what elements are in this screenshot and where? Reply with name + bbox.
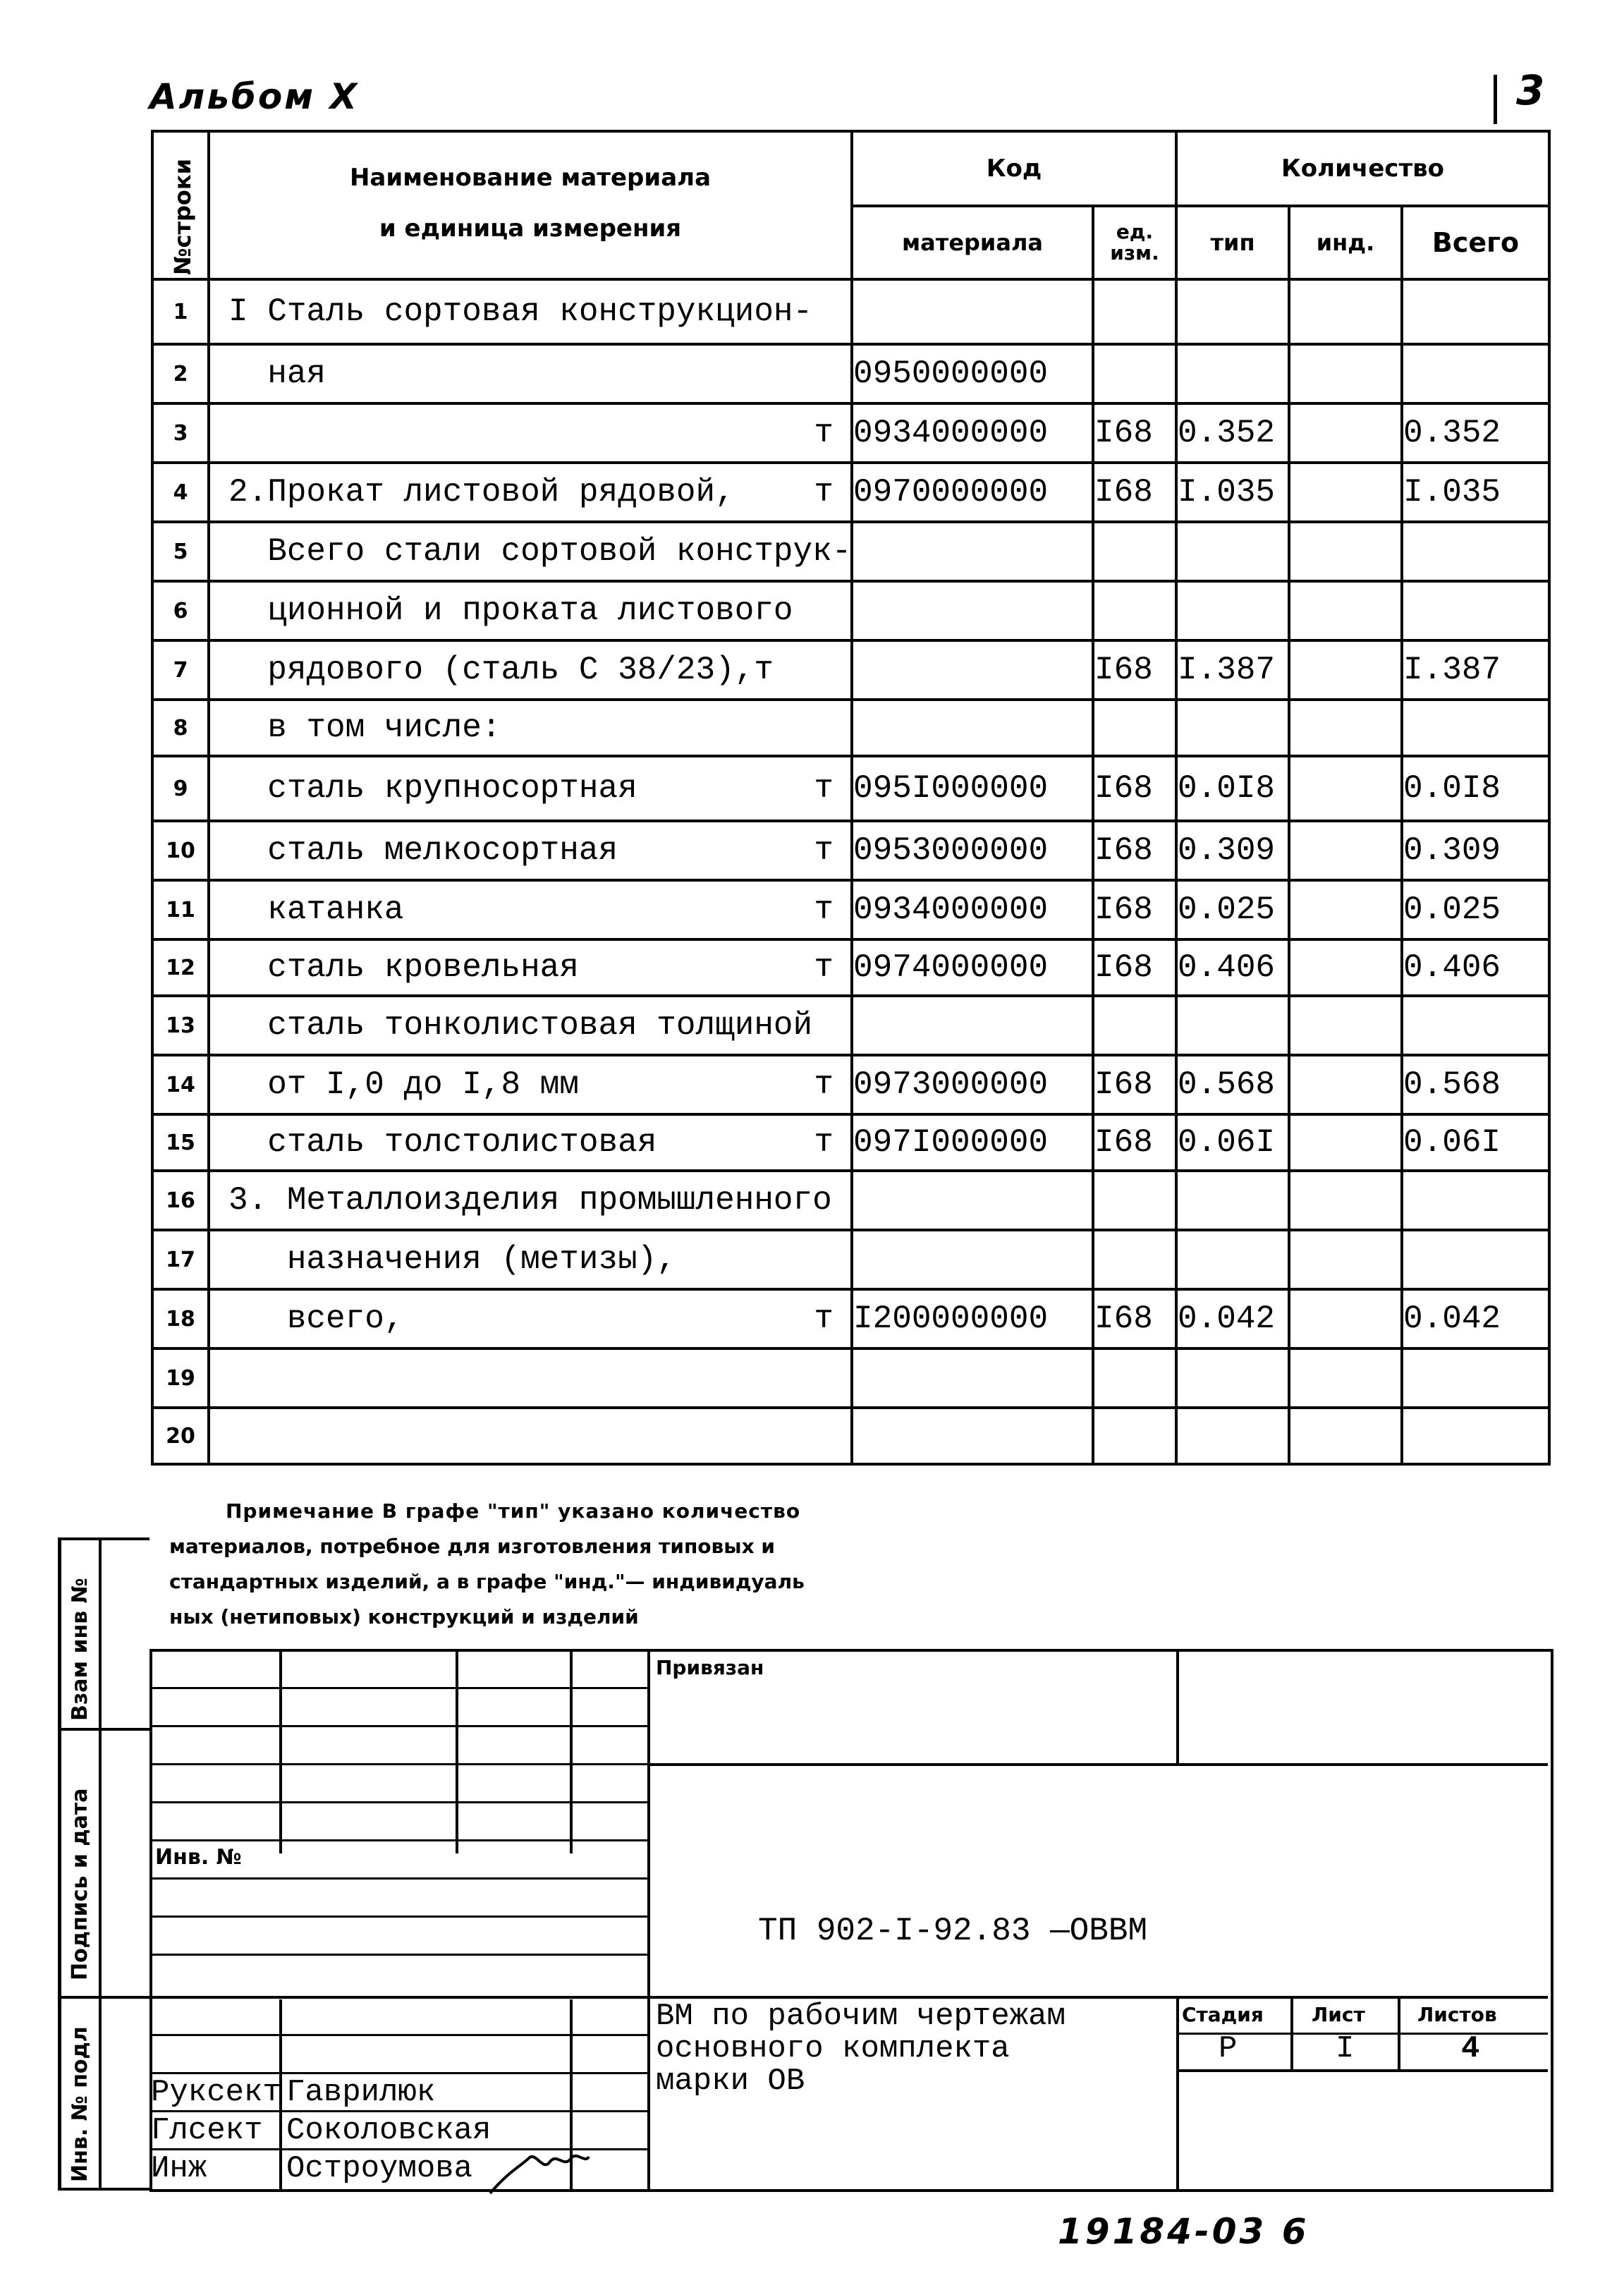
sheet-label: Лист — [1312, 2003, 1365, 2026]
row-name-text: сталь тонколистовая толщиной — [228, 1007, 813, 1044]
row-qty-ind — [1289, 581, 1402, 640]
row-qty-type: I.387 — [1176, 640, 1289, 700]
row-qty-total — [1402, 1408, 1549, 1464]
row-qty-total — [1402, 1171, 1549, 1230]
row-qty-type — [1176, 344, 1289, 403]
row-name-text: сталь крупносортная — [228, 770, 637, 807]
table-row — [152, 1171, 1549, 1230]
row-material-code: 095I000000 — [852, 756, 1093, 821]
table-row — [152, 344, 1549, 403]
row-qty-ind — [1289, 939, 1402, 996]
table-body — [152, 279, 1549, 1464]
row-number: 11 — [152, 880, 209, 939]
row-qty-ind — [1289, 700, 1402, 756]
row-qty-type — [1176, 1408, 1289, 1464]
row-name — [209, 463, 852, 522]
row-qty-type: 0.309 — [1176, 821, 1289, 880]
row-name-text: Всего стали сортовой конструк- — [228, 533, 852, 570]
row-name-text: I Сталь сортовая конструкцион- — [228, 293, 813, 330]
row-unit-code — [1093, 522, 1176, 581]
row-unit-code: I68 — [1093, 821, 1176, 880]
row-qty-ind — [1289, 279, 1402, 344]
row-material-code: I200000000 — [852, 1289, 1093, 1348]
row-qty-ind — [1289, 821, 1402, 880]
row-qty-total — [1402, 996, 1549, 1055]
table-row — [152, 1230, 1549, 1289]
note — [169, 1494, 1298, 1635]
row-number: 3 — [152, 403, 209, 463]
row-unit-code: I68 — [1093, 1055, 1176, 1114]
row-qty-type: 0.568 — [1176, 1055, 1289, 1114]
row-number: 16 — [152, 1171, 209, 1230]
row-qty-ind — [1289, 1114, 1402, 1171]
row-name-text: сталь мелкосортная — [228, 832, 618, 869]
header-qty-group: Количество — [1176, 131, 1549, 206]
signer-name-3: Остроумова — [286, 2151, 473, 2186]
row-material-code — [852, 1348, 1093, 1408]
row-qty-total: 0.025 — [1402, 880, 1549, 939]
row-name — [209, 700, 852, 756]
note-line-2: материалов, потребное для изготовления типовых и — [169, 1535, 775, 1558]
row-number: 2 — [152, 344, 209, 403]
row-number: 4 — [152, 463, 209, 522]
header-qty-total: Всего — [1402, 206, 1549, 279]
table-row — [152, 640, 1549, 700]
table-row — [152, 1289, 1549, 1348]
row-unit: т — [814, 891, 834, 928]
page-number-bar — [1494, 75, 1497, 124]
row-name — [209, 1171, 852, 1230]
table-row — [152, 1408, 1549, 1464]
side-label-vzam: Взам инв № — [68, 1578, 92, 1721]
row-number: 20 — [152, 1408, 209, 1464]
row-name-text — [210, 415, 228, 451]
table-row — [152, 700, 1549, 756]
row-unit-code — [1093, 581, 1176, 640]
note-line-1: Примечание В графе "тип" указано количество — [226, 1499, 801, 1523]
row-material-code — [852, 1408, 1093, 1464]
header-qty-ind: инд. — [1289, 206, 1402, 279]
row-qty-total: 0.352 — [1402, 403, 1549, 463]
row-name — [209, 640, 852, 700]
row-material-code: 0934000000 — [852, 880, 1093, 939]
row-material-code: 0973000000 — [852, 1055, 1093, 1114]
row-qty-ind — [1289, 640, 1402, 700]
row-name — [209, 403, 852, 463]
row-number: 18 — [152, 1289, 209, 1348]
row-name — [209, 1289, 852, 1348]
row-name — [209, 581, 852, 640]
row-number: 12 — [152, 939, 209, 996]
row-material-code: 0970000000 — [852, 463, 1093, 522]
row-qty-ind — [1289, 756, 1402, 821]
row-name — [209, 756, 852, 821]
row-name — [209, 344, 852, 403]
row-material-code — [852, 700, 1093, 756]
document-title: ВМ по рабочим чертежам основного комплекта марки ОВ — [656, 1999, 1066, 2099]
row-number: 10 — [152, 821, 209, 880]
stage-value: Р — [1219, 2031, 1238, 2066]
row-name-text: сталь кровельная — [228, 949, 579, 986]
row-name-text: катанка — [228, 891, 404, 928]
row-material-code — [852, 1230, 1093, 1289]
materials-table — [151, 130, 1551, 1466]
row-unit-code: I68 — [1093, 403, 1176, 463]
row-name-text: ционной и проката листового — [228, 592, 793, 629]
row-qty-total — [1402, 581, 1549, 640]
stage-label: Стадия — [1182, 2003, 1264, 2026]
table-row — [152, 1114, 1549, 1171]
row-unit-code — [1093, 1408, 1176, 1464]
side-strip-left-border — [58, 1537, 61, 2190]
row-name — [209, 1348, 852, 1408]
table-row — [152, 279, 1549, 344]
row-qty-total — [1402, 279, 1549, 344]
row-qty-total: 0.568 — [1402, 1055, 1549, 1114]
signer-role-3: Инж — [151, 2151, 207, 2186]
row-unit-code — [1093, 700, 1176, 756]
row-qty-type: 0.025 — [1176, 880, 1289, 939]
header-qty-type: тип — [1176, 206, 1289, 279]
row-material-code: 0934000000 — [852, 403, 1093, 463]
row-qty-total: I.387 — [1402, 640, 1549, 700]
sheets-value: 4 — [1461, 2031, 1480, 2066]
row-unit: т — [814, 1301, 834, 1337]
row-qty-ind — [1289, 880, 1402, 939]
row-unit: т — [814, 474, 834, 511]
footer-code: 19184-03 6 — [1058, 2211, 1309, 2252]
row-name — [209, 1408, 852, 1464]
row-name-text: 2.Прокат листовой рядовой, — [228, 474, 735, 511]
row-qty-ind — [1289, 403, 1402, 463]
row-name-text: от I,0 до I,8 мм — [228, 1066, 579, 1103]
row-unit-code: I68 — [1093, 463, 1176, 522]
row-name-text: рядового (сталь С 38/23),т — [228, 652, 774, 688]
row-qty-total — [1402, 522, 1549, 581]
header-row-no: №строки — [152, 131, 209, 279]
table-row — [152, 1055, 1549, 1114]
row-qty-total: 0.0I8 — [1402, 756, 1549, 821]
row-qty-ind — [1289, 344, 1402, 403]
row-unit-code: I68 — [1093, 1289, 1176, 1348]
row-qty-type — [1176, 700, 1289, 756]
table-row — [152, 996, 1549, 1055]
row-unit-code: I68 — [1093, 756, 1176, 821]
row-name-text: всего, — [228, 1301, 404, 1337]
side-label-inv-podl: Инв. № подл — [68, 2026, 92, 2182]
table-row — [152, 939, 1549, 996]
row-unit-code: I68 — [1093, 880, 1176, 939]
row-number: 1 — [152, 279, 209, 344]
table-row — [152, 522, 1549, 581]
table-row — [152, 581, 1549, 640]
row-unit-code — [1093, 279, 1176, 344]
table-row — [152, 821, 1549, 880]
row-qty-ind — [1289, 1230, 1402, 1289]
row-qty-ind — [1289, 463, 1402, 522]
row-qty-ind — [1289, 522, 1402, 581]
sheet-value: I — [1336, 2031, 1355, 2066]
row-qty-ind — [1289, 1289, 1402, 1348]
signer-name-1: Гаврилюк — [286, 2075, 436, 2110]
row-qty-type — [1176, 1171, 1289, 1230]
row-unit-code: I68 — [1093, 1114, 1176, 1171]
row-name-text: назначения (метизы), — [228, 1241, 676, 1278]
table-row — [152, 1348, 1549, 1408]
row-material-code — [852, 640, 1093, 700]
row-qty-type — [1176, 1348, 1289, 1408]
row-qty-total — [1402, 1230, 1549, 1289]
row-qty-ind — [1289, 1348, 1402, 1408]
row-number: 8 — [152, 700, 209, 756]
row-qty-type: I.035 — [1176, 463, 1289, 522]
row-qty-type — [1176, 996, 1289, 1055]
row-number: 15 — [152, 1114, 209, 1171]
row-unit-code — [1093, 344, 1176, 403]
row-material-code — [852, 1171, 1093, 1230]
row-qty-total: 0.042 — [1402, 1289, 1549, 1348]
row-unit: т — [814, 949, 834, 986]
row-name — [209, 821, 852, 880]
row-qty-total: I.035 — [1402, 463, 1549, 522]
row-name — [209, 522, 852, 581]
row-material-code — [852, 279, 1093, 344]
row-qty-total: 0.06I — [1402, 1114, 1549, 1171]
row-qty-total — [1402, 700, 1549, 756]
row-qty-type: 0.042 — [1176, 1289, 1289, 1348]
row-material-code: 0953000000 — [852, 821, 1093, 880]
row-name — [209, 1055, 852, 1114]
row-number: 13 — [152, 996, 209, 1055]
row-material-code: 097I000000 — [852, 1114, 1093, 1171]
inv-no-label: Инв. № — [155, 1845, 242, 1870]
row-material-code — [852, 996, 1093, 1055]
row-material-code — [852, 581, 1093, 640]
row-qty-type: 0.06I — [1176, 1114, 1289, 1171]
row-name-text — [210, 1360, 228, 1396]
note-line-4: ных (нетиповых) конструкций и изделий — [169, 1605, 639, 1628]
row-material-code: 0950000000 — [852, 344, 1093, 403]
row-unit: т — [814, 770, 834, 807]
row-number: 7 — [152, 640, 209, 700]
row-qty-type — [1176, 1230, 1289, 1289]
row-unit-code: I68 — [1093, 939, 1176, 996]
row-name-text: в том числе: — [228, 709, 501, 746]
row-unit-code: I68 — [1093, 640, 1176, 700]
row-number: 19 — [152, 1348, 209, 1408]
header-code-unit: ед. изм. — [1093, 206, 1176, 279]
document-code: ТП 902-I-92.83 —ОВВМ — [758, 1913, 1148, 1949]
row-name-text: сталь толстолистовая — [228, 1124, 657, 1161]
row-number: 9 — [152, 756, 209, 821]
row-name — [209, 1114, 852, 1171]
row-unit: т — [814, 1124, 834, 1161]
row-qty-type — [1176, 581, 1289, 640]
row-qty-type: 0.352 — [1176, 403, 1289, 463]
row-name — [209, 996, 852, 1055]
table-row — [152, 880, 1549, 939]
row-material-code: 0974000000 — [852, 939, 1093, 996]
row-qty-total — [1402, 1348, 1549, 1408]
row-name-text: 3. Металлоизделия промышленного — [228, 1182, 832, 1219]
row-qty-total: 0.309 — [1402, 821, 1549, 880]
row-qty-ind — [1289, 996, 1402, 1055]
table-row — [152, 403, 1549, 463]
row-unit-code — [1093, 1230, 1176, 1289]
row-qty-type — [1176, 279, 1289, 344]
row-unit: т — [814, 832, 834, 869]
row-unit-code — [1093, 996, 1176, 1055]
row-qty-total — [1402, 344, 1549, 403]
signer-role-1: Руксект — [151, 2075, 281, 2110]
row-number: 14 — [152, 1055, 209, 1114]
row-name-text — [210, 1418, 228, 1454]
row-qty-type — [1176, 522, 1289, 581]
row-material-code — [852, 522, 1093, 581]
album-label: Альбом X — [149, 76, 360, 117]
row-unit-code — [1093, 1348, 1176, 1408]
privyazan-label: Привязан — [656, 1656, 764, 1679]
row-name — [209, 279, 852, 344]
sheets-label: Листов — [1417, 2003, 1497, 2026]
row-name — [209, 1230, 852, 1289]
row-qty-type: 0.406 — [1176, 939, 1289, 996]
row-unit: т — [814, 415, 834, 451]
row-qty-total: 0.406 — [1402, 939, 1549, 996]
row-name — [209, 939, 852, 996]
signer-role-2: Глсект — [151, 2113, 263, 2148]
table-row — [152, 756, 1549, 821]
row-number: 6 — [152, 581, 209, 640]
row-unit: т — [814, 1066, 834, 1103]
row-unit-code — [1093, 1171, 1176, 1230]
row-qty-type: 0.0I8 — [1176, 756, 1289, 821]
table-row — [152, 463, 1549, 522]
header-code-group: Код — [852, 131, 1176, 206]
row-qty-ind — [1289, 1171, 1402, 1230]
row-qty-ind — [1289, 1408, 1402, 1464]
side-strip-divider — [99, 1537, 102, 2190]
row-name-text: ная — [228, 355, 326, 392]
signature-scribble — [487, 2144, 592, 2200]
header-name: Наименование материала и единица измерения — [209, 131, 852, 279]
signer-name-2: Соколовская — [286, 2113, 492, 2148]
note-line-3: стандартных изделий, а в графе "инд."— индивидуаль — [169, 1570, 805, 1593]
side-label-podpis: Подпись и дата — [68, 1788, 92, 1980]
row-number: 5 — [152, 522, 209, 581]
row-qty-ind — [1289, 1055, 1402, 1114]
header-code-material: материала — [852, 206, 1093, 279]
row-name — [209, 880, 852, 939]
row-number: 17 — [152, 1230, 209, 1289]
page-number: 3 — [1516, 66, 1545, 114]
